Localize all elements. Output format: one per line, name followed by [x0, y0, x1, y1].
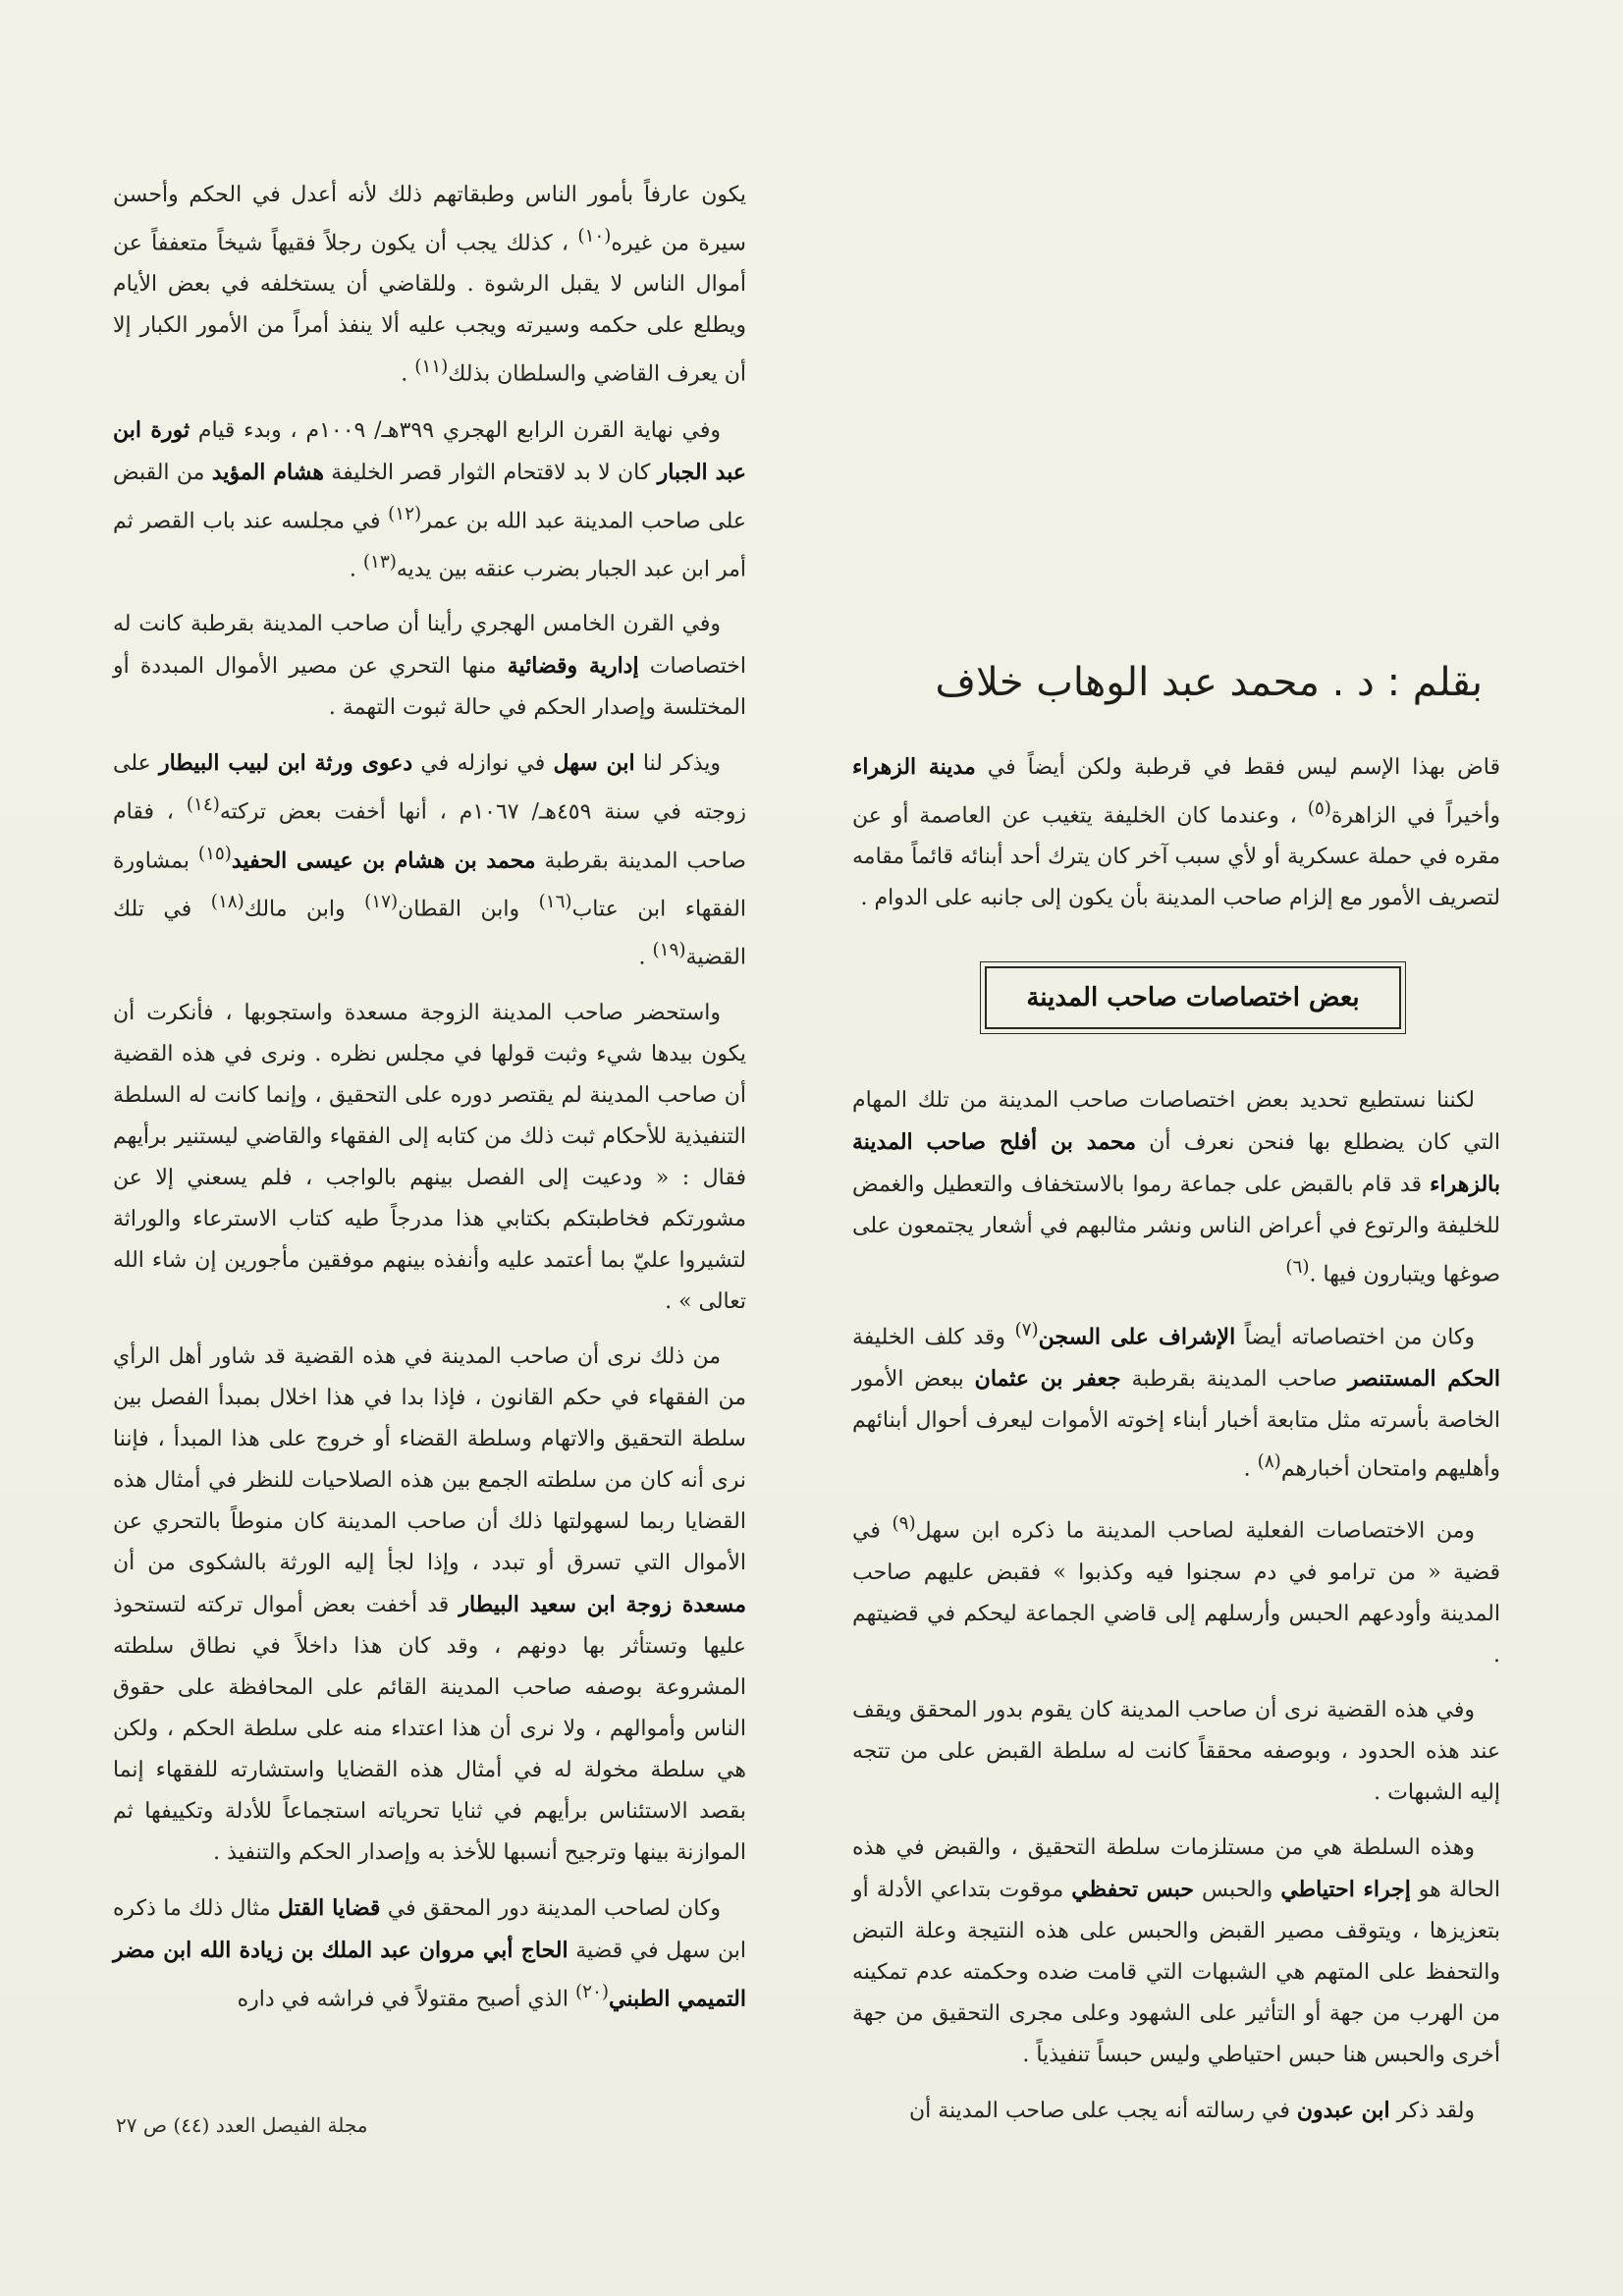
paragraph: ويذكر لنا ابن سهل في نوازله في دعوى ورثة ابن لبيب البيطار على زوجته في سنة ٤٥٩هـ/ ١٠٦٧م ، أنها أخفت بعض تركته$^{(١٤)}$ ، فقام صاحب المدينة بقرطبة محمد بن هشام بن عيسى الحفيد$^{(١٥)}$ بمشاورة الفقهاء ابن عتاب$^{(١٦)}$ وابن القطان$^{(١٧)}$ وابن مالك$^{(١٨)}$ في تلك القضية$^{(١٩)}$ .	[113, 750, 747, 970]
paragraph: يكون عارفاً بأمور الناس وطبقاتهم ذلك لأنه أعدل في الحكم وأحسن سيرة من غيره$^{(١٠)}$ ، كذلك يجب أن يكون رجلاً فقيهاً شيخاً متعففاً عن أموال الناس لا يقبل الرشوة . وللقاضي أن يستخلفه في بعض الأيام ويطلع على حكمه وسيرته ويجب عليه ألا ينفذ أمراً من الأمور الكبار إلا أن يعرف القاضي والسلطان بذلك$^{(١١)}$ .	[113, 183, 746, 387]
right-column	[852, 746, 1501, 2123]
paragraph: قاض بهذا الإسم ليس فقط في قرطبة ولكن أيضاً في مدينة الزهراء وأخيراً في الزاهرة$^{(٥)}$ ، وعندما كان الخليفة يتغيب عن العاصمة أو عن مقره في حملة عسكرية أو لأي سبب آخر كان يترك أحد أبنائه قائماً مقامه لتصريف الأمور مع إلزام صاحب المدينة بأن يكون إلى جانبه على الدوام .	[852, 754, 1501, 911]
paragraph: واستحضر صاحب المدينة الزوجة مسعدة واستجوبها ، فأنكرت أن يكون بيدها شيء وثبت قولها في مجلس نظره . ونرى في هذه القضية أن صاحب المدينة لم يقتصر دوره على التحقيق ، وإنما كانت له السلطة التنفيذية للأحكام ثبت ذلك من كتابه إلى الفقهاء والقاضي ليستنير برأيهم فقال : « ودعيت إلى الفصل بينهم بالواجب ، فلم يسعني إلا عن مشورتكم فخاطبتكم بكتابي هذا مدرجاً طيه كتاب الاسترعاء والوراثة لتشيروا عليّ بما أعتمد عليه وأنفذه بينهم موفقين مأجورين إن شاء الله تعالى » .	[113, 1000, 746, 1314]
paragraph: من ذلك نرى أن صاحب المدينة في هذه القضية قد شاور أهل الرأي من الفقهاء في حكم القانون ، فإذا بدا في هذا اخلال بمبدأ الفصل بين سلطة التحقيق والاتهام وسلطة القضاء أو خروج على هذا المبدأ ، فإننا نرى أنه كان من سلطته الجمع بين هذه الصلاحيات للنظر في أمثال هذه القضايا ربما لسهولتها ذلك أن صاحب المدينة كان منوطاً بالتحري عن الأموال التي تسرق أو تبدد ، وإذا لجأ إليه الورثة بالشكوى من أن مسعدة زوجة ابن سعيد البيطار قد أخفت بعض أموال تركته لتستحوذ عليها وتستأثر بها دونهم ، وقد كان هذا داخلاً في نطاق سلطته المشروعة بوصفه صاحب المدينة القائم على المحافظة على حقوق الناس وأموالهم ، ولا نرى أن هذا اعتداء منه على سلطة الحكم ، ولكن هي سلطة مخولة له في أمثال هذه القضايا واستشارته للفقهاء إنما بقصد الاستئناس برأيهم في ثنايا تحرياته استجماعاً للأدلة وتكييفها ثم الموازنة بينها وترجيح أنسبها للأخذ به وإصدار الحكم والتنفيذ .	[113, 1343, 746, 1865]
page-footer: مجلة الفيصل العدد (٤٤) ص ٢٧	[116, 2113, 368, 2137]
paragraph: لكننا نستطيع تحديد بعض اختصاصات صاحب المدينة من تلك المهام التي كان يضطلع بها فنحن نعرف أن محمد بن أفلح صاحب المدينة بالزهراء قد قام بالقبض على جماعة رموا بالاستخفاف والتعطيل والغمض للخليفة والرتوع في أعراض الناس ونشر مثالبهم في أشعار يجتمعون على صوغها ويتبارون فيها .$^{(٦)}$	[852, 1088, 1500, 1287]
paragraph: وفي نهاية القرن الرابع الهجري ٣٩٩هـ/ ١٠٠٩م ، وبدء قيام ثورة ابن عبد الجبار كان لا بد لاقتحام الثوار قصر الخليفة هشام المؤيد من القبض على صاحب المدينة عبد الله بن عمر$^{(١٢)}$ في مجلسه عند باب القصر ثم أمر ابن عبد الجبار بضرب عنقه بين يديه$^{(١٣)}$ .	[113, 416, 746, 582]
paragraph: ولقد ذكر ابن عبدون في رسالته أنه يجب على صاحب المدينة أن	[908, 2097, 1475, 2123]
author-byline: بقلم : د . محمد عبد الوهاب خلاف	[935, 660, 1483, 705]
paragraph: ومن الاختصاصات الفعلية لصاحب المدينة ما ذكره ابن سهل$^{(٩)}$ في قضية « من ترامو في دم سجنوا فيه وكذبوا » فقبض عليهم صاحب المدينة وأودعهم الحبس وأرسلهم إلى قاضي الجماعة ليحكم في قضيتهم .	[852, 1513, 1500, 1667]
paragraph: وكان من اختصاصاته أيضاً الإشراف على السجن$^{(٧)}$ وقد كلف الخليفة الحكم المستنصر صاحب المدينة بقرطبة جعفر بن عثمان ببعض الأمور الخاصة بأسرته مثل متابعة أخبار أبناء إخوته الأموات ليعرف أحوال أبنائهم وأهليهم وامتحان أخبارهم$^{(٨)}$ .	[852, 1319, 1500, 1482]
paragraph: وهذه السلطة هي من مستلزمات سلطة التحقيق ، والقبض في هذه الحالة هو إجراء احتياطي والحبس حبس تحفظي موقوت بتداعي الأدلة أو بتعزيزها ، ويتوقف مصير القبض والحبس على هذه النتيجة وعلة التبض والتحفظ على المتهم هي الشبهات التي قامت ضده وحكمته عدم تمكينه من الهرب من جهة أو التأثير على الشهود وعلى مجرى التحقيق من جهة أخرى والحبس هنا حبس احتياطي وليس حبساً تنفيذياً .	[852, 1834, 1500, 2067]
paragraph: وكان لصاحب المدينة دور المحقق في قضايا القتل مثال ذلك ما ذكره ابن سهل في قضية الحاج أبي مروان عبد الملك بن زيادة الله ابن مضر التميمي الطبني$^{(٢٠)}$ الذي أصبح مقتولاً في فراشه في داره	[113, 1894, 747, 2011]
section-heading: بعض اختصاصات صاحب المدينة	[985, 966, 1401, 1029]
left-column	[113, 175, 746, 2065]
paragraph: وفي هذه القضية نرى أن صاحب المدينة كان يقوم بدور المحقق ويقف عند هذه الحدود ، وبوصفه محققاً كانت له سلطة القبض على من تتجه إليه الشبهات .	[852, 1697, 1500, 1805]
paragraph: وفي القرن الخامس الهجري رأينا أن صاحب المدينة بقرطبة كانت له اختصاصات إدارية وقضائية منها التحري عن مصير الأموال المبددة أو المختلسة وإصدار الحكم في حالة ثبوت التهمة .	[113, 612, 746, 721]
